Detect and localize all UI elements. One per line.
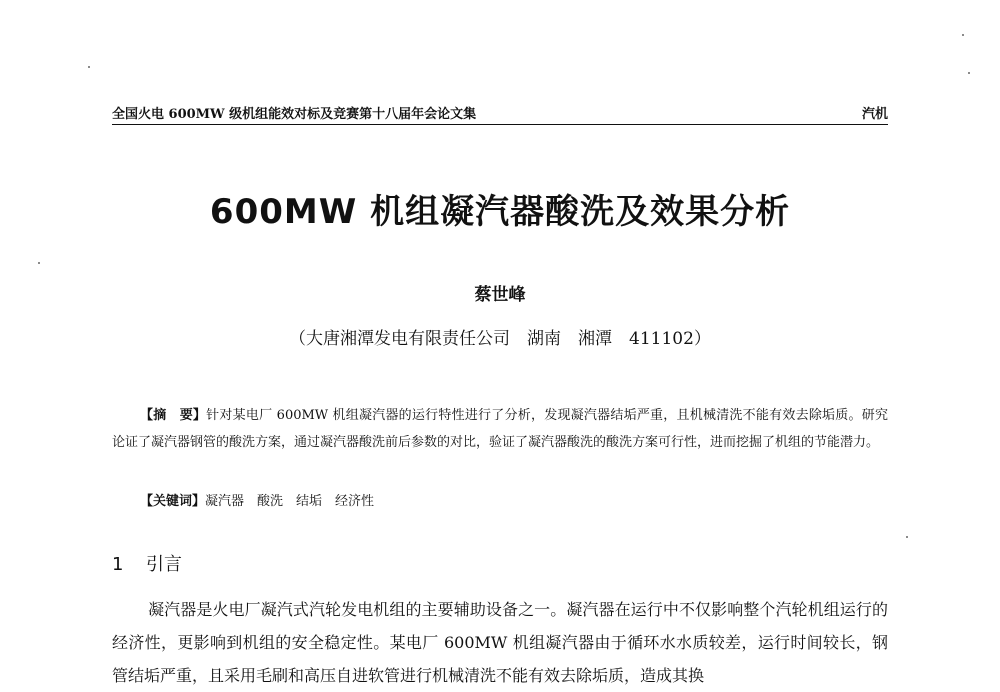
keywords-text: 凝汽器 酸洗 结垢 经济性	[205, 494, 375, 509]
scan-speck	[906, 536, 908, 538]
abstract	[112, 402, 888, 456]
section-heading	[112, 550, 182, 576]
body-paragraph-text: 凝汽器是火电厂凝汽式汽轮发电机组的主要辅助设备之一。凝汽器在运行中不仅影响整个汽轮机组运行的经济性，更影响到机组的安全稳定性。某电厂 600MW 机组凝汽器由于循环水水质较差，运行时间较长，钢管结垢严重，且采用毛刷和高压自进软管进行机械清洗不能有效去除垢质，造成其换	[112, 600, 888, 685]
section-title: 引言	[146, 554, 182, 575]
author-name: 蔡世峰	[474, 285, 526, 305]
scan-speck	[88, 66, 90, 68]
paper-title: 600MW 机组凝汽器酸洗及效果分析	[209, 192, 791, 232]
abstract-text: 针对某电厂 600MW 机组凝汽器的运行特性进行了分析，发现凝汽器结垢严重，且机械清洗不能有效去除垢质。研究论证了凝汽器钢管的酸洗方案，通过凝汽器酸洗前后参数的对比，验证了凝汽器酸洗的酸洗方案可行性，进而挖掘了机组的节能潜力。	[112, 408, 888, 450]
scan-speck	[968, 72, 970, 74]
keywords-label: 【关键词】	[140, 494, 206, 509]
running-header	[112, 103, 888, 123]
section-number: 1	[112, 554, 124, 575]
scan-speck	[962, 34, 964, 36]
body-paragraph	[112, 593, 888, 692]
author-affiliation: （大唐湘潭发电有限责任公司 湖南 湘潭 411102）	[289, 329, 711, 349]
header-section-label: 汽机	[861, 107, 888, 122]
abstract-label: 【摘 要】	[140, 408, 207, 423]
scan-speck	[38, 262, 40, 264]
header-rule	[112, 124, 888, 125]
keywords	[140, 490, 888, 509]
header-proceedings-title: 全国火电 600MW 级机组能效对标及竞赛第十八届年会论文集	[112, 107, 477, 122]
